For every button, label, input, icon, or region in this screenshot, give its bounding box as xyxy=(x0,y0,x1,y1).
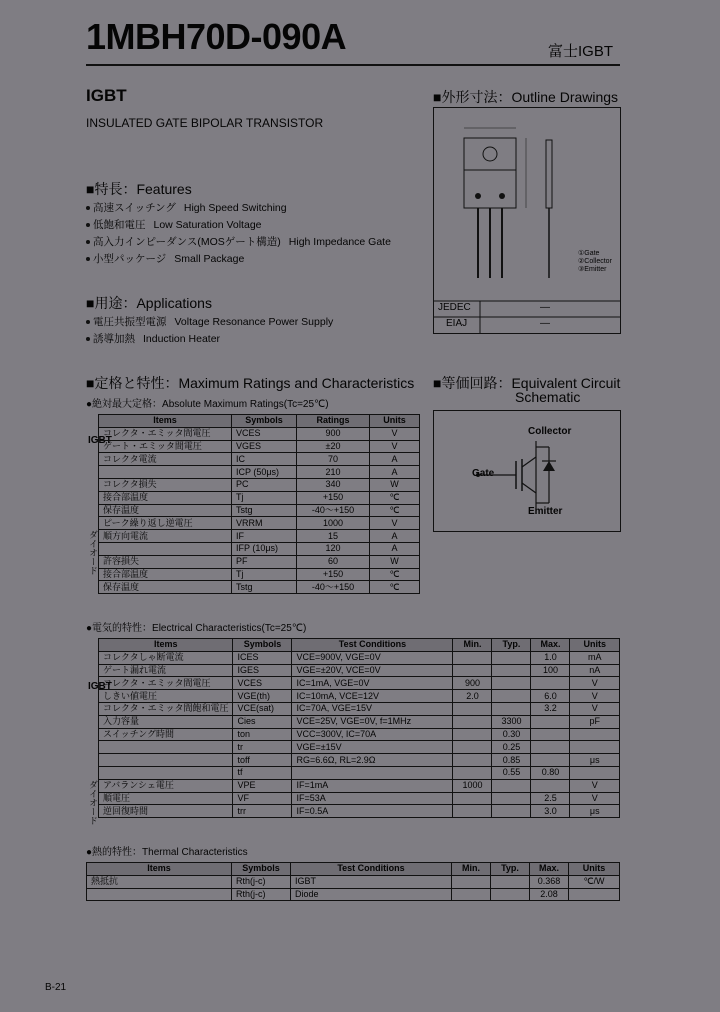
table-row xyxy=(99,568,420,581)
col-items: Items xyxy=(87,863,232,876)
table-cell: 1000 xyxy=(297,517,370,530)
table-cell: コレクタ損失 xyxy=(99,478,232,491)
table-cell: trr xyxy=(233,805,292,818)
table-cell: ton xyxy=(233,728,292,741)
table-cell xyxy=(87,888,232,901)
table-cell: W xyxy=(370,478,420,491)
ratings-title: ■定格と特性：Maximum Ratings and Characteristics xyxy=(86,375,415,391)
table-cell xyxy=(453,664,492,677)
applications-list xyxy=(86,314,333,348)
table-cell: 逆回復時間 xyxy=(99,805,233,818)
table-cell: 2.08 xyxy=(530,888,569,901)
table-cell xyxy=(492,677,531,690)
table-cell: A xyxy=(370,466,420,479)
table-cell: VCES xyxy=(233,677,292,690)
applications-title: ■用途：Applications xyxy=(86,295,212,311)
table-cell: +150 xyxy=(297,568,370,581)
col-test-conditions: Test Conditions xyxy=(292,639,453,652)
table-cell: tf xyxy=(233,766,292,779)
table-cell: V xyxy=(370,517,420,530)
table-cell xyxy=(491,888,530,901)
table-cell: mA xyxy=(570,651,620,664)
table-cell xyxy=(531,754,570,767)
table-cell xyxy=(453,754,492,767)
table-row xyxy=(87,875,620,888)
table-cell: V xyxy=(570,792,620,805)
table-cell xyxy=(492,779,531,792)
table-cell: IF=0.5A xyxy=(292,805,453,818)
electrical-subtitle: ●電気的特性：Electrical Characteristics(Tc=25℃) xyxy=(86,623,307,634)
equivalent-circuit-schematic xyxy=(434,411,620,531)
feature-en: High Impedance Gate xyxy=(288,236,391,248)
brand-label: 富士IGBT xyxy=(548,43,614,60)
table-cell: 1000 xyxy=(453,779,492,792)
outline-title: ■外形寸法：Outline Drawings xyxy=(433,89,619,105)
table-cell: tr xyxy=(233,741,292,754)
table-cell: 60 xyxy=(297,555,370,568)
col-typ: Typ. xyxy=(492,639,531,652)
equivalent-title-2: Schematic xyxy=(515,389,581,405)
table-cell xyxy=(453,715,492,728)
table-cell: VGE=±15V xyxy=(292,741,453,754)
table-cell: V xyxy=(570,690,620,703)
table-cell: 0.368 xyxy=(530,875,569,888)
igbt-side-label-2: IGBT xyxy=(88,681,112,692)
table-cell: IGES xyxy=(233,664,292,677)
table-cell: +150 xyxy=(297,491,370,504)
eiaj-label: EIAJ xyxy=(446,318,468,329)
table-cell: 順方向電流 xyxy=(99,530,232,543)
feature-jp: 小型パッケージ xyxy=(93,253,167,265)
electrical-body xyxy=(99,651,620,817)
table-cell xyxy=(99,741,233,754)
table-row xyxy=(99,690,620,703)
table-cell: 3.2 xyxy=(531,702,570,715)
table-cell: IF xyxy=(232,530,297,543)
table-cell: IC xyxy=(232,453,297,466)
table-cell: 3300 xyxy=(492,715,531,728)
table-cell: RG=6.6Ω, RL=2.9Ω xyxy=(292,754,453,767)
jedec-value: — xyxy=(540,302,550,313)
pin-legend xyxy=(578,250,612,274)
table-row xyxy=(99,440,420,453)
application-item xyxy=(86,314,333,331)
table-row xyxy=(99,677,620,690)
table-cell: 1.0 xyxy=(531,651,570,664)
table-cell: 0.80 xyxy=(531,766,570,779)
table-cell xyxy=(99,766,233,779)
table-cell xyxy=(99,754,233,767)
feature-item xyxy=(86,217,391,234)
table-row xyxy=(99,581,420,594)
table-cell: pF xyxy=(570,715,620,728)
table-cell: -40～+150 xyxy=(297,581,370,594)
collector-label: Collector xyxy=(528,426,572,437)
table-cell: 900 xyxy=(453,677,492,690)
col-typ: Typ. xyxy=(491,863,530,876)
table-cell: ±20 xyxy=(297,440,370,453)
table-cell: 120 xyxy=(297,542,370,555)
table-cell xyxy=(570,766,620,779)
table-row xyxy=(99,466,420,479)
table-row xyxy=(99,805,620,818)
table-cell: 熱抵抗 xyxy=(87,875,232,888)
table-cell: V xyxy=(570,677,620,690)
feature-en: Low Saturation Voltage xyxy=(153,219,262,231)
feature-en: High Speed Switching xyxy=(183,202,287,214)
table-row xyxy=(99,504,420,517)
table-cell: 0.30 xyxy=(492,728,531,741)
table-cell: -40～+150 xyxy=(297,504,370,517)
feature-item xyxy=(86,251,391,268)
table-cell: ℃ xyxy=(370,568,420,581)
table-cell: Cies xyxy=(233,715,292,728)
electrical-table xyxy=(98,638,620,818)
table-cell: IC=10mA, VCE=12V xyxy=(292,690,453,703)
table-cell: nA xyxy=(570,664,620,677)
outline-drawing-box xyxy=(433,107,621,334)
table-cell: Rth(j-c) xyxy=(232,875,291,888)
table-header-row xyxy=(99,415,420,428)
table-cell: VRRM xyxy=(232,517,297,530)
col-ratings: Ratings xyxy=(297,415,370,428)
table-cell: コレクタ・エミッタ間電圧 xyxy=(99,677,233,690)
table-row xyxy=(99,517,420,530)
equivalent-title: ■等価回路：Equivalent Circuit xyxy=(433,375,621,391)
table-cell: IC=70A, VGE=15V xyxy=(292,702,453,715)
table-cell: VCE=900V, VGE=0V xyxy=(292,651,453,664)
table-cell: 210 xyxy=(297,466,370,479)
header-rule xyxy=(86,64,620,66)
table-cell xyxy=(569,888,620,901)
pin-legend-gate: ①Gate xyxy=(578,250,600,257)
table-cell: 340 xyxy=(297,478,370,491)
table-cell: IF=53A xyxy=(292,792,453,805)
table-cell: コレクタ・エミッタ間飽和電圧 xyxy=(99,702,233,715)
col-symbols: Symbols xyxy=(233,639,292,652)
table-cell: 保存温度 xyxy=(99,581,232,594)
application-en: Voltage Resonance Power Supply xyxy=(174,316,334,328)
table-cell xyxy=(531,728,570,741)
table-cell: VF xyxy=(233,792,292,805)
table-cell xyxy=(531,677,570,690)
table-cell: 0.85 xyxy=(492,754,531,767)
application-jp: 電圧共振型電源 xyxy=(93,316,167,328)
table-cell: コレクタ電流 xyxy=(99,453,232,466)
table-cell xyxy=(531,779,570,792)
table-cell: V xyxy=(570,702,620,715)
table-row xyxy=(87,888,620,901)
table-cell xyxy=(491,875,530,888)
feature-item xyxy=(86,200,391,217)
ratings-body xyxy=(99,427,420,593)
table-cell xyxy=(99,542,232,555)
table-cell: 100 xyxy=(531,664,570,677)
table-cell xyxy=(492,805,531,818)
eiaj-value: — xyxy=(540,318,550,329)
col-min: Min. xyxy=(453,639,492,652)
table-cell xyxy=(531,715,570,728)
table-cell xyxy=(453,741,492,754)
table-cell xyxy=(453,702,492,715)
feature-en: Small Package xyxy=(174,253,245,265)
table-cell: VGES xyxy=(232,440,297,453)
table-cell: ℃ xyxy=(370,504,420,517)
table-row xyxy=(99,664,620,677)
table-cell xyxy=(492,792,531,805)
table-cell xyxy=(453,651,492,664)
table-cell: Tj xyxy=(232,568,297,581)
table-cell: VPE xyxy=(233,779,292,792)
table-cell: 6.0 xyxy=(531,690,570,703)
table-cell: ゲート漏れ電流 xyxy=(99,664,233,677)
page-number: B-21 xyxy=(45,982,67,993)
table-cell: W xyxy=(370,555,420,568)
table-cell: 70 xyxy=(297,453,370,466)
table-cell: 入力容量 xyxy=(99,715,233,728)
device-type: IGBT xyxy=(86,86,127,105)
table-cell: IGBT xyxy=(291,875,452,888)
equivalent-circuit-box xyxy=(433,410,621,532)
table-row xyxy=(99,427,420,440)
table-row xyxy=(99,651,620,664)
table-cell: VCE=25V, VGE=0V, f=1MHz xyxy=(292,715,453,728)
table-cell: コレクタしゃ断電流 xyxy=(99,651,233,664)
table-cell: ℃ xyxy=(370,491,420,504)
table-cell xyxy=(452,875,491,888)
col-min: Min. xyxy=(452,863,491,876)
emitter-label: Emitter xyxy=(528,506,563,517)
col-symbols: Symbols xyxy=(232,863,291,876)
pin-legend-emitter: ③Emitter xyxy=(578,266,607,273)
thermal-body xyxy=(87,875,620,901)
table-cell: 15 xyxy=(297,530,370,543)
table-cell: V xyxy=(370,427,420,440)
table-cell: μs xyxy=(570,805,620,818)
table-cell: しきい値電圧 xyxy=(99,690,233,703)
col-items: Items xyxy=(99,639,233,652)
table-cell: IF=1mA xyxy=(292,779,453,792)
table-cell xyxy=(570,741,620,754)
table-cell: Tstg xyxy=(232,504,297,517)
table-cell: 900 xyxy=(297,427,370,440)
col-test-conditions: Test Conditions xyxy=(291,863,452,876)
table-cell: アバランシェ電圧 xyxy=(99,779,233,792)
col-units: Units xyxy=(570,639,620,652)
feature-item xyxy=(86,234,391,251)
pin-legend-collector: ②Collector xyxy=(578,258,612,265)
table-cell: PF xyxy=(232,555,297,568)
table-row xyxy=(99,542,420,555)
table-cell: VCC=300V, IC=70A xyxy=(292,728,453,741)
table-cell: 順電圧 xyxy=(99,792,233,805)
table-cell xyxy=(492,651,531,664)
thermal-subtitle: ●熱的特性：Thermal Characteristics xyxy=(86,847,248,858)
table-cell: IFP (10μs) xyxy=(232,542,297,555)
thermal-table xyxy=(86,862,620,901)
table-cell: ICES xyxy=(233,651,292,664)
table-cell: 保存温度 xyxy=(99,504,232,517)
table-cell: V xyxy=(570,779,620,792)
table-cell: VGE=±20V, VCE=0V xyxy=(292,664,453,677)
col-items: Items xyxy=(99,415,232,428)
table-cell: IC=1mA, VGE=0V xyxy=(292,677,453,690)
table-cell: 2.0 xyxy=(453,690,492,703)
table-cell xyxy=(453,728,492,741)
table-row xyxy=(99,702,620,715)
col-units: Units xyxy=(370,415,420,428)
table-cell xyxy=(492,664,531,677)
table-cell xyxy=(453,766,492,779)
igbt-side-label: IGBT xyxy=(88,435,112,446)
table-cell xyxy=(452,888,491,901)
col-max: Max. xyxy=(530,863,569,876)
table-cell: VCE(sat) xyxy=(233,702,292,715)
table-cell xyxy=(453,792,492,805)
table-cell: A xyxy=(370,530,420,543)
table-cell: VCES xyxy=(232,427,297,440)
table-row xyxy=(99,491,420,504)
table-row xyxy=(99,766,620,779)
table-cell: Diode xyxy=(291,888,452,901)
table-row xyxy=(99,453,420,466)
table-cell: toff xyxy=(233,754,292,767)
features-title: ■特長：Features xyxy=(86,181,192,197)
feature-jp: 低飽和電圧 xyxy=(93,219,146,231)
table-cell: ゲート・エミッタ間電圧 xyxy=(99,440,232,453)
table-cell: 接合部温度 xyxy=(99,491,232,504)
feature-jp: 高速スイッチング xyxy=(93,202,176,214)
table-row xyxy=(99,754,620,767)
table-cell: V xyxy=(370,440,420,453)
diode-side-label: ダイオード xyxy=(88,530,98,575)
diode-side-label-2: ダイオード xyxy=(88,780,98,825)
application-jp: 誘導加熱 xyxy=(93,333,135,345)
table-cell: コレクタ・エミッタ間電圧 xyxy=(99,427,232,440)
table-cell xyxy=(570,728,620,741)
table-row xyxy=(99,728,620,741)
table-cell: PC xyxy=(232,478,297,491)
table-row xyxy=(99,715,620,728)
table-header-row xyxy=(87,863,620,876)
table-row xyxy=(99,779,620,792)
table-cell: μs xyxy=(570,754,620,767)
table-cell: Tstg xyxy=(232,581,297,594)
table-cell: 3.0 xyxy=(531,805,570,818)
table-cell: A xyxy=(370,542,420,555)
col-units: Units xyxy=(569,863,620,876)
col-symbols: Symbols xyxy=(232,415,297,428)
table-cell: 許容損失 xyxy=(99,555,232,568)
table-cell: スイッチング時間 xyxy=(99,728,233,741)
table-cell xyxy=(292,766,453,779)
table-cell xyxy=(99,466,232,479)
application-item xyxy=(86,331,333,348)
table-cell: ICP (50μs) xyxy=(232,466,297,479)
table-row xyxy=(99,555,420,568)
table-cell: VGE(th) xyxy=(233,690,292,703)
table-cell: 2.5 xyxy=(531,792,570,805)
table-cell: Tj xyxy=(232,491,297,504)
table-cell: ピーク繰り返し逆電圧 xyxy=(99,517,232,530)
application-en: Induction Heater xyxy=(143,333,221,345)
device-full-name: INSULATED GATE BIPOLAR TRANSISTOR xyxy=(86,116,324,130)
table-cell: 0.25 xyxy=(492,741,531,754)
table-cell: ℃/W xyxy=(569,875,620,888)
gate-label: Gate xyxy=(472,468,495,479)
table-cell xyxy=(492,702,531,715)
table-row xyxy=(99,530,420,543)
outline-drawing xyxy=(434,108,620,333)
table-cell xyxy=(492,690,531,703)
table-cell: ℃ xyxy=(370,581,420,594)
table-header-row xyxy=(99,639,620,652)
jedec-label: JEDEC xyxy=(438,302,471,313)
table-cell: 接合部温度 xyxy=(99,568,232,581)
max-ratings-table xyxy=(98,414,420,594)
ratings-subtitle: ●絶対最大定格：Absolute Maximum Ratings(Tc=25℃) xyxy=(86,399,329,410)
table-cell xyxy=(531,741,570,754)
table-cell: A xyxy=(370,453,420,466)
part-number-title: 1MBH70D-090A xyxy=(86,16,347,57)
table-row xyxy=(99,478,420,491)
features-list xyxy=(86,200,391,268)
feature-jp: 高入力インピーダンス(MOSゲート構造) xyxy=(93,236,281,248)
table-cell xyxy=(453,805,492,818)
table-cell: 0.55 xyxy=(492,766,531,779)
table-cell: Rth(j-c) xyxy=(232,888,291,901)
col-max: Max. xyxy=(531,639,570,652)
table-row xyxy=(99,792,620,805)
table-row xyxy=(99,741,620,754)
